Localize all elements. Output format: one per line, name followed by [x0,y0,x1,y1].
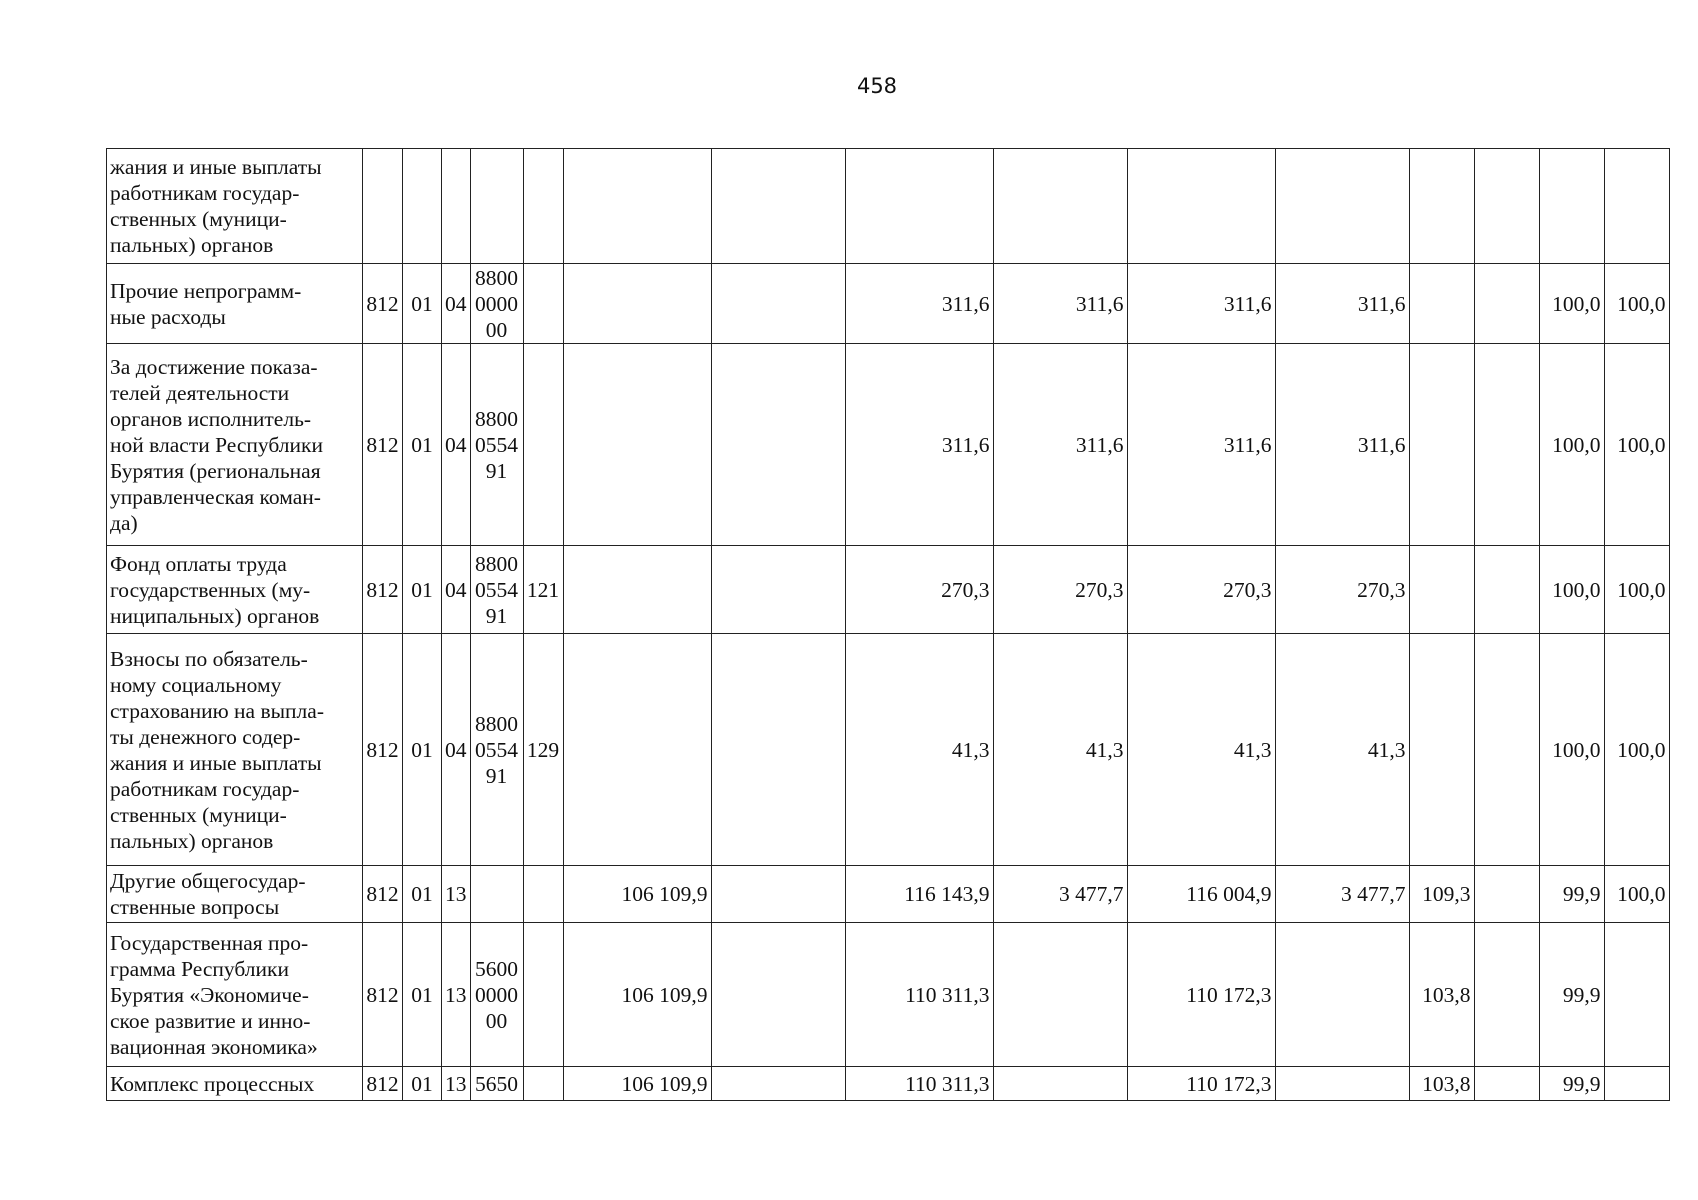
section-code-cell: 01 [403,344,442,546]
value-cell-c7 [1409,264,1474,344]
row-name-line: Государственная про- [110,930,309,955]
table-row [107,546,1670,634]
section-code-cell: 01 [403,546,442,634]
target-article-part: 91 [485,763,508,788]
target-article-part: 5650 [475,1071,518,1096]
row-name-cell [107,866,363,923]
row-name-line: ственных (муници- [110,802,287,827]
row-name-line: Взносы по обязатель- [110,646,308,671]
row-name-cell [107,546,363,634]
value-cell-c6 [1275,1067,1409,1101]
value-cell-c10: 100,0 [1604,546,1669,634]
page-number: 458 [856,74,898,98]
row-name-line: управленческая коман- [110,484,321,509]
value-cell-c4: 3 477,7 [993,866,1127,923]
ved-code-cell: 812 [363,264,403,344]
value-cell-c9: 99,9 [1539,1067,1604,1101]
value-cell-c10 [1604,1067,1669,1101]
target-article-part: 0554 [475,577,518,602]
value-cell-c5: 270,3 [1127,546,1275,634]
row-name-line: Прочие непрограмм- [110,278,302,303]
value-cell-c10: 100,0 [1604,264,1669,344]
value-cell-c1: 106 109,9 [563,1067,711,1101]
row-name-line: Бурятия (региональная [110,458,321,483]
subsection-code-cell: 04 [442,344,471,546]
ved-code-cell: 812 [363,1067,403,1101]
table-row [107,1067,1670,1101]
value-cell-c4 [993,1067,1127,1101]
row-name-line: ной власти Республики [110,432,323,457]
value-cell-c8 [1474,1067,1539,1101]
value-cell-c1 [563,634,711,866]
row-name-line: да) [110,510,138,535]
table-row [107,149,1670,264]
value-cell-c7: 103,8 [1409,1067,1474,1101]
value-cell-c9 [1539,149,1604,264]
value-cell-c1: 106 109,9 [563,866,711,923]
target-article-part: 5600 [475,956,518,981]
target-article-part: 00 [485,1008,508,1033]
row-name-line: пальных) органов [110,233,274,257]
table-row [107,634,1670,866]
value-cell-c2 [711,264,845,344]
target-article-cell [470,866,523,923]
value-cell-c2 [711,1067,845,1101]
target-article-part: 91 [485,458,508,483]
target-article-cell [470,923,523,1067]
row-name-line: ниципальных) органов [110,603,320,628]
value-cell-c4: 270,3 [993,546,1127,634]
value-cell-c9: 100,0 [1539,546,1604,634]
value-cell-c7 [1409,546,1474,634]
value-cell-c8 [1474,264,1539,344]
value-cell-c1 [563,149,711,264]
row-name-line: грамма Республики [110,956,289,981]
target-article-part: 0554 [475,432,518,457]
value-cell-c1: 106 109,9 [563,923,711,1067]
row-name-line: жания и иные выплаты [110,750,322,775]
expense-type-cell [523,923,563,1067]
expense-type-cell: 129 [523,634,563,866]
row-name-cell [107,344,363,546]
value-cell-c3: 41,3 [845,634,993,866]
row-name-line: пальных) органов [110,828,274,853]
value-cell-c10: 100,0 [1604,634,1669,866]
target-article-cell [470,149,523,264]
budget-table [106,148,1670,1101]
value-cell-c5: 110 172,3 [1127,923,1275,1067]
value-cell-c6 [1275,923,1409,1067]
target-article-part: 8800 [475,711,518,736]
value-cell-c6: 3 477,7 [1275,866,1409,923]
subsection-code-cell: 04 [442,264,471,344]
row-name-line: ные расходы [110,304,226,329]
value-cell-c1 [563,546,711,634]
value-cell-c6: 41,3 [1275,634,1409,866]
value-cell-c7 [1409,149,1474,264]
value-cell-c2 [711,149,845,264]
row-name-line: жания и иные выплаты [110,155,322,179]
subsection-code-cell: 04 [442,546,471,634]
value-cell-c6: 311,6 [1275,264,1409,344]
value-cell-c10 [1604,149,1669,264]
value-cell-c8 [1474,546,1539,634]
section-code-cell: 01 [403,866,442,923]
row-name-line: Комплекс процессных [110,1071,315,1096]
target-article-part: 0000 [475,982,518,1007]
expense-type-cell [523,344,563,546]
table-row [107,866,1670,923]
row-name-cell [107,634,363,866]
target-article-cell [470,1067,523,1101]
table-row [107,923,1670,1067]
target-article-part: 0554 [475,737,518,762]
value-cell-c8 [1474,923,1539,1067]
value-cell-c10: 100,0 [1604,866,1669,923]
value-cell-c6: 270,3 [1275,546,1409,634]
expense-type-cell: 121 [523,546,563,634]
row-name-line: ственных (муници- [110,207,287,231]
target-article-part: 91 [485,603,508,628]
value-cell-c4: 311,6 [993,344,1127,546]
subsection-code-cell: 13 [442,923,471,1067]
target-article-cell [470,344,523,546]
value-cell-c3: 116 143,9 [845,866,993,923]
expense-type-cell [523,264,563,344]
value-cell-c9: 99,9 [1539,866,1604,923]
value-cell-c3: 311,6 [845,344,993,546]
expense-type-cell [523,866,563,923]
row-name-cell [107,149,363,264]
value-cell-c5: 311,6 [1127,264,1275,344]
row-name-line: работникам государ- [110,776,300,801]
subsection-code-cell: 13 [442,1067,471,1101]
row-name-line: ственные вопросы [110,895,280,919]
value-cell-c5: 110 172,3 [1127,1067,1275,1101]
value-cell-c2 [711,923,845,1067]
value-cell-c5: 41,3 [1127,634,1275,866]
value-cell-c9: 100,0 [1539,344,1604,546]
value-cell-c9: 100,0 [1539,634,1604,866]
value-cell-c4 [993,923,1127,1067]
target-article-part: 0000 [475,291,518,316]
subsection-code-cell: 13 [442,866,471,923]
section-code-cell [403,149,442,264]
value-cell-c7 [1409,344,1474,546]
value-cell-c3: 110 311,3 [845,1067,993,1101]
value-cell-c8 [1474,344,1539,546]
target-article-cell [470,264,523,344]
ved-code-cell [363,149,403,264]
row-name-line: ты денежного содер- [110,724,301,749]
ved-code-cell: 812 [363,634,403,866]
value-cell-c2 [711,634,845,866]
row-name-line: органов исполнитель- [110,406,312,431]
row-name-line: ское развитие и инно- [110,1008,311,1033]
value-cell-c10: 100,0 [1604,344,1669,546]
row-name-line: вационная экономика» [110,1034,318,1059]
table-row [107,344,1670,546]
value-cell-c6: 311,6 [1275,344,1409,546]
value-cell-c3: 270,3 [845,546,993,634]
value-cell-c6 [1275,149,1409,264]
value-cell-c2 [711,866,845,923]
row-name-line: За достижение показа- [110,354,318,379]
value-cell-c5 [1127,149,1275,264]
value-cell-c5: 116 004,9 [1127,866,1275,923]
table-body [107,149,1670,1101]
target-article-part: 8800 [475,551,518,576]
row-name-cell [107,264,363,344]
value-cell-c7 [1409,634,1474,866]
section-code-cell: 01 [403,634,442,866]
ved-code-cell: 812 [363,344,403,546]
target-article-part: 8800 [475,406,518,431]
value-cell-c8 [1474,149,1539,264]
target-article-cell [470,634,523,866]
target-article-part: 00 [485,317,508,342]
section-code-cell: 01 [403,1067,442,1101]
row-name-line: Бурятия «Экономиче- [110,982,309,1007]
value-cell-c4 [993,149,1127,264]
row-name-line: Другие общегосудар- [110,869,306,893]
table-row [107,264,1670,344]
subsection-code-cell: 04 [442,634,471,866]
value-cell-c3: 311,6 [845,264,993,344]
ved-code-cell: 812 [363,923,403,1067]
value-cell-c9: 99,9 [1539,923,1604,1067]
value-cell-c7: 109,3 [1409,866,1474,923]
row-name-line: страхованию на выпла- [110,698,324,723]
value-cell-c4: 311,6 [993,264,1127,344]
value-cell-c9: 100,0 [1539,264,1604,344]
value-cell-c1 [563,344,711,546]
value-cell-c7: 103,8 [1409,923,1474,1067]
value-cell-c4: 41,3 [993,634,1127,866]
section-code-cell: 01 [403,923,442,1067]
section-code-cell: 01 [403,264,442,344]
row-name-line: ному социальному [110,672,282,697]
value-cell-c3: 110 311,3 [845,923,993,1067]
value-cell-c3 [845,149,993,264]
row-name-cell [107,923,363,1067]
value-cell-c2 [711,344,845,546]
row-name-line: государственных (му- [110,577,311,602]
row-name-line: телей деятельности [110,380,290,405]
value-cell-c8 [1474,866,1539,923]
ved-code-cell: 812 [363,866,403,923]
value-cell-c1 [563,264,711,344]
value-cell-c8 [1474,634,1539,866]
row-name-cell [107,1067,363,1101]
expense-type-cell [523,1067,563,1101]
target-article-part: 8800 [475,265,518,290]
target-article-cell [470,546,523,634]
row-name-line: Фонд оплаты труда [110,551,287,576]
ved-code-cell: 812 [363,546,403,634]
subsection-code-cell [442,149,471,264]
value-cell-c10 [1604,923,1669,1067]
value-cell-c5: 311,6 [1127,344,1275,546]
row-name-line: работникам государ- [110,181,300,205]
value-cell-c2 [711,546,845,634]
expense-type-cell [523,149,563,264]
